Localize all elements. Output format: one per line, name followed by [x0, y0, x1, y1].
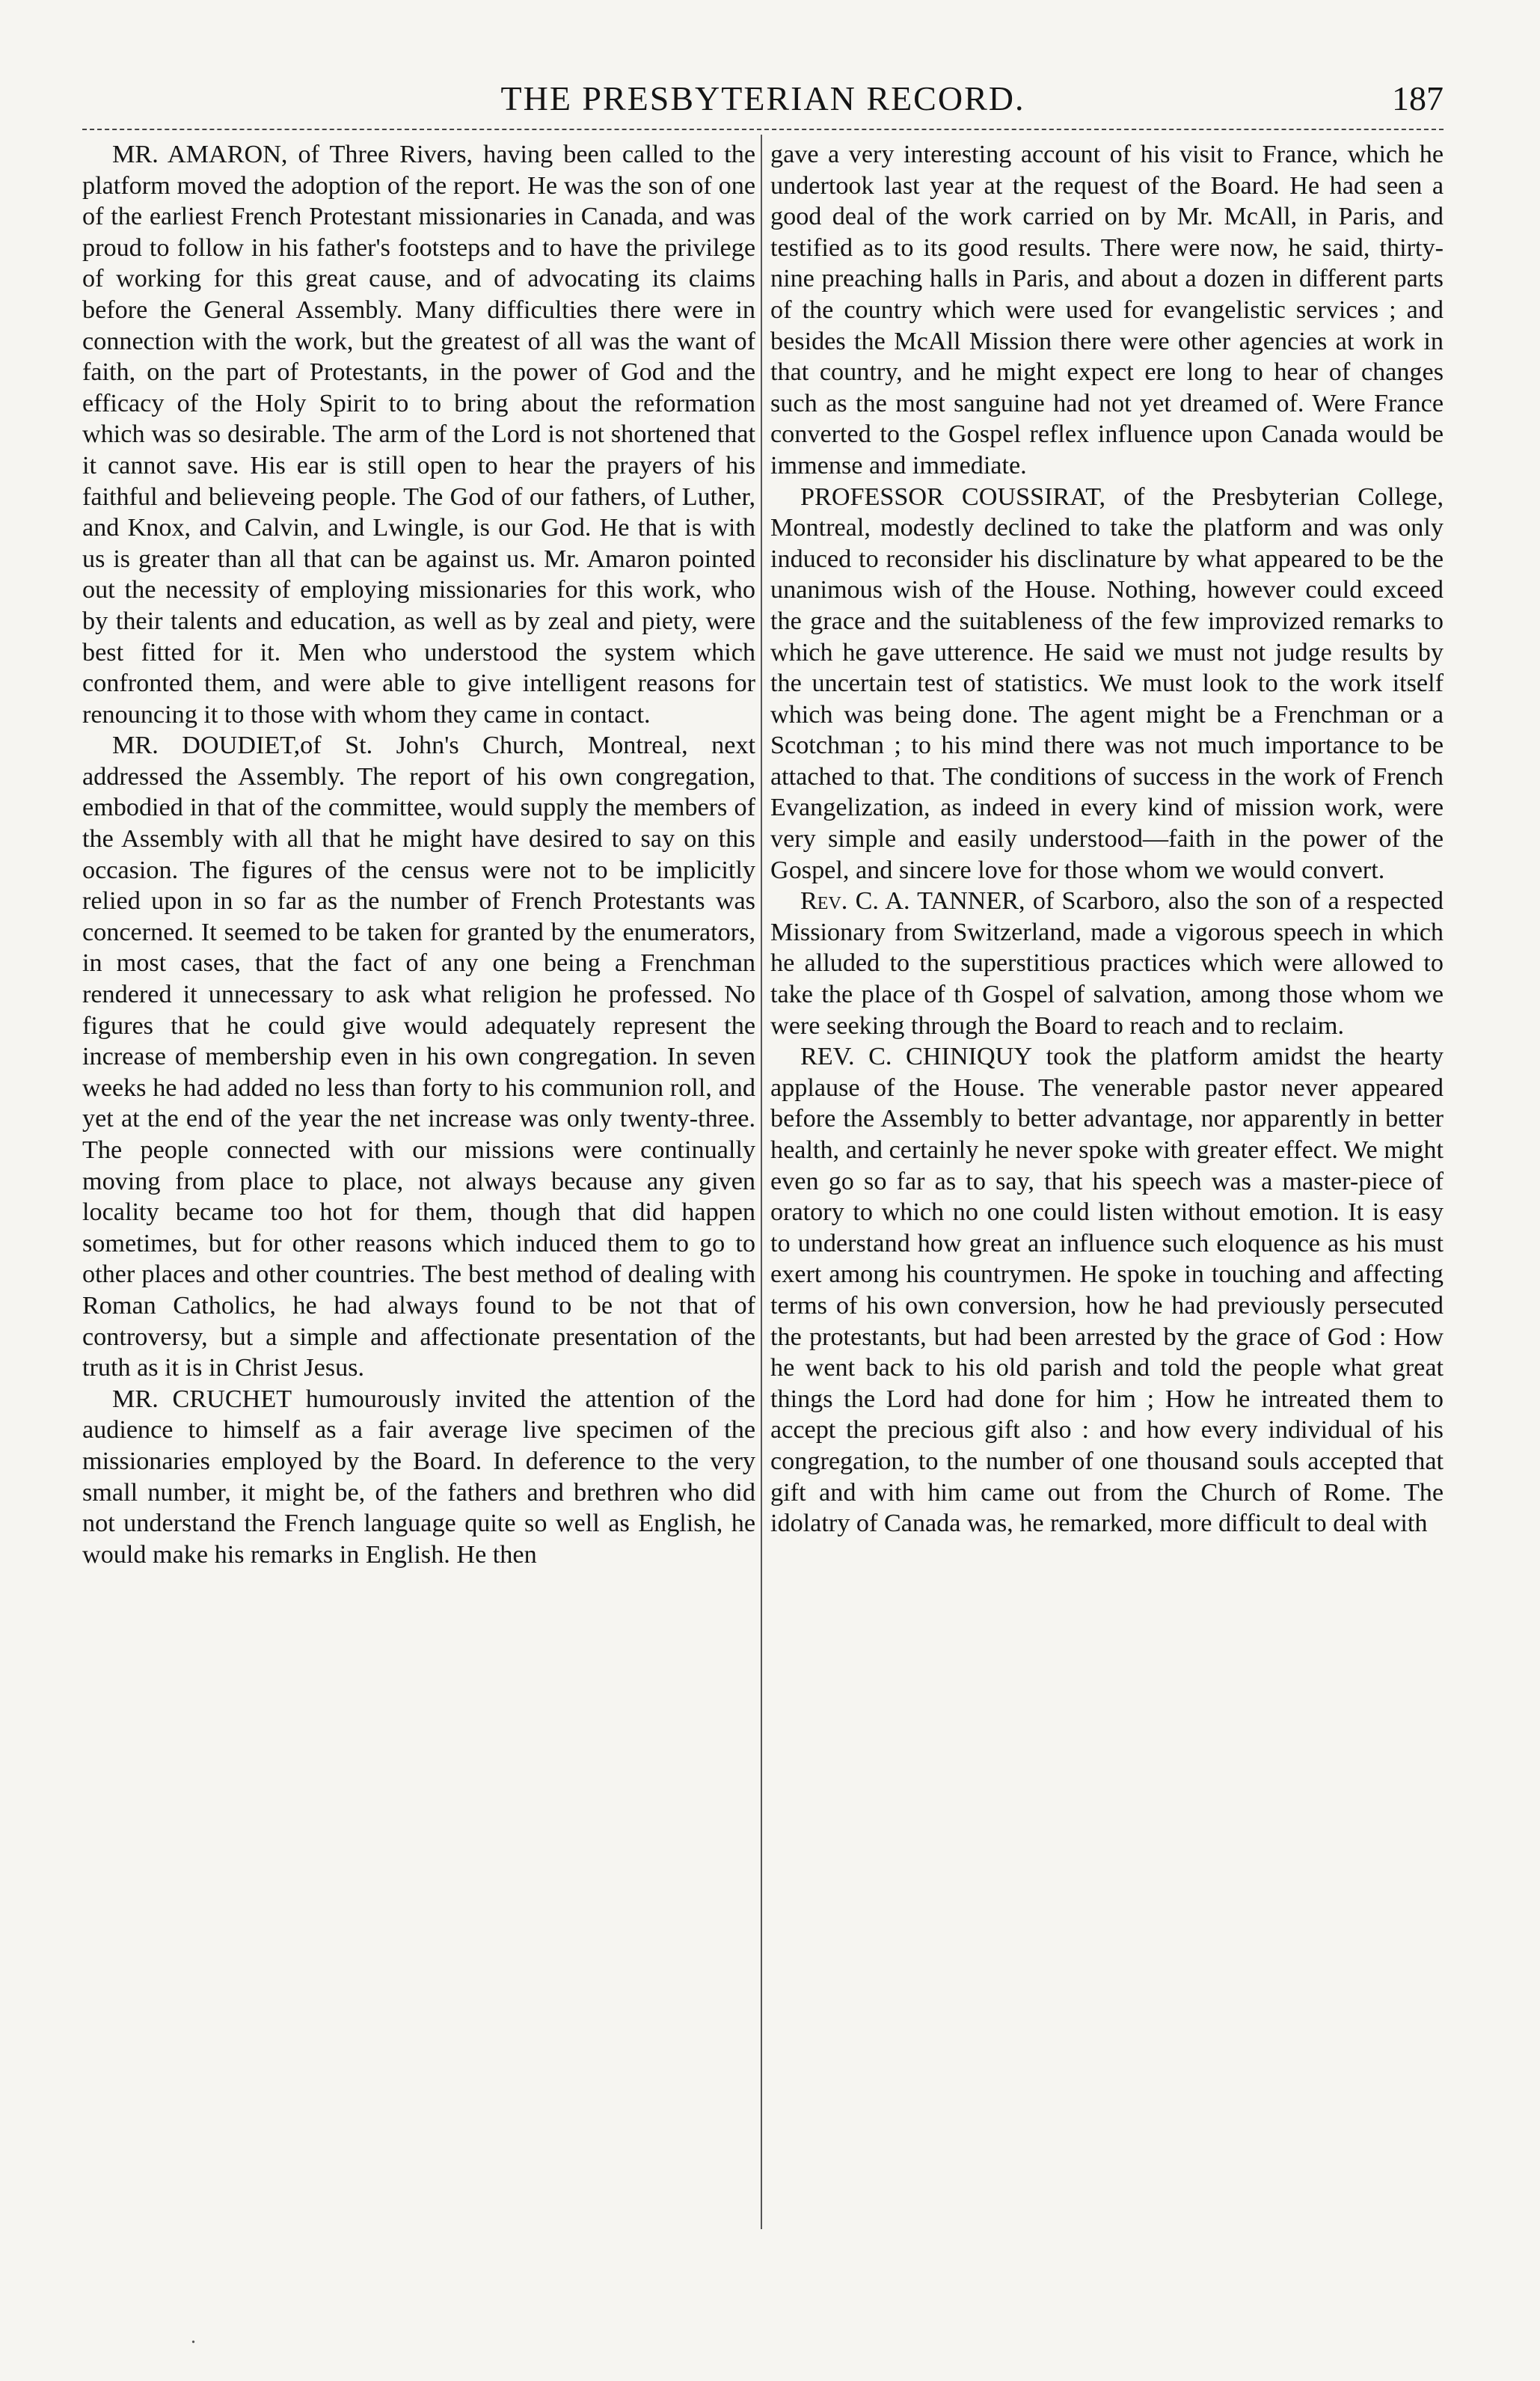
running-title: THE PRESBYTERIAN RECORD.: [500, 79, 1025, 117]
paragraph-cruchet: [82, 1384, 755, 1571]
paragraph-text: gave a very interesting account of his visit to France, which he undertook last year at the request of the Board. He had seen a good deal of the work carried on by Mr. McAll, in Paris, and testified as to its good results. There were now, he said, thirty-nine preaching halls in Paris, and about a dozen in different parts of the country which were used for evangelistic services ; and besides the McAll Mission there were other agencies at work in that country, and he might expect ere long to hear of changes such as the most sanguine had not yet dreamed of. Were France converted to the Gospel reflex influence upon Canada would be immense and immediate.: [770, 141, 1444, 479]
column-divider: [761, 135, 762, 2229]
paragraph-text: of Scarboro, also the son of a respected Missionary from Switzerland, made a vigorous speech in which he alluded to the superstitious practices which were allowed to take the place of th Gospel of salvation, among those whom we were seeking through the Board to reach and to reclaim.: [770, 887, 1444, 1040]
paragraph-text: took the platform amidst the hearty applause of the House. The venerable pastor never appeared before the Assembly to better advantage, nor apparently in better health, and certainly he never spoke with greater effect. We might even go so far as to say, that his speech was a master-piece of oratory to which no one could listen without emotion. It is easy to understand how great an influence such eloquence as his must exert among his countrymen. He spoke in touching and affecting terms of his own conversion, how he had previously persecuted the protestants, but had been arrested by the grace of God : How he went back to his old parish and told the people what great things the Lord had done for him ; How he intreated them to accept the precious gift also : and how every individual of his congregation, to the number of one thousand souls accepted that gift and with him came out from the Church of Rome. The idolatry of Canada was, he remarked, more difficult to deal with: [770, 1043, 1444, 1538]
paragraph-text: of St. John's Church, Montreal, next addressed the Assembly. The report of his own congregation, embodied in that of the committee, would supply the members of the Assembly with all that he might have desired to say on this occasion. The figures of the census were not to be implicitly relied upon in so far as the number of French Protestants was concerned. It seemed to be taken for granted by the enumerators, in most cases, that the fact of any one being a Frenchman rendered it unnecessary to ask what religion he professed. No figures that he could give would adequately represent the increase of membership even in his own congregation. In seven weeks he had added no less than forty to his communion roll, and yet at the end of the year the net increase was only twenty-three. The people connected with our missions were continually moving from place to place, not always because any given locality became too hot for them, though that did happen sometimes, but for other reasons which induced them to go to other places and other countries. The best method of dealing with Roman Catholics, he had always found to be not that of controversy, but a simple and affectionate presentation of the truth as it is in Christ Jesus.: [82, 732, 755, 1382]
speaker-name: MR. CRUCHET: [112, 1385, 292, 1413]
speaker-name: REV. C. CHINIQUY: [800, 1043, 1033, 1071]
speaker-name: PROFESSOR COUSSIRAT,: [800, 482, 1106, 511]
page-number: 187: [1392, 79, 1444, 117]
running-header: [82, 78, 1444, 123]
paragraph-doudiet: [82, 730, 755, 1383]
left-column: [82, 139, 755, 1570]
paragraph-amaron: [82, 139, 755, 730]
speaker-name: MR. DOUDIET,: [112, 732, 301, 760]
paragraph-continuation: [770, 139, 1444, 482]
paragraph-text: of the Presbyterian College, Montreal, modestly declined to take the platform and was only induced to reconsider his disclinature by what appeared to be the unanimous wish of the House. Nothing, however could exceed the grace and the suitableness of the few improvized remarks to which he gave utterence. He said we must not judge results by the uncertain test of statistics. We must look to the work itself which was being done. The agent might be a Frenchman or a Scotchman ; to his mind there was not much importance to be attached to that. The conditions of success in the work of French Evangelization, as indeed in every kind of mission work, were very simple and easily understood—faith in the power of the Gospel, and sincere love for those whom we would convert.: [770, 482, 1444, 884]
stray-mark: .: [191, 2325, 196, 2348]
paragraph-text: humourously invited the attention of the audience to himself as a fair average live specimen of the missionaries employed by the Board. In deference to the very small number, it might be, of the fathers and brethren who did not understand the French language quite so well as English, he would make his remarks in English. He then: [82, 1385, 755, 1569]
paragraph-tanner: [770, 886, 1444, 1041]
speaker-name: Rev. C. A. TANNER,: [800, 887, 1025, 916]
paragraph-text: of Three Rivers, having been called to the platform moved the adoption of the report. He was the son of one of the earliest French Protestant missionaries in Canada, and was proud to follow in his father's footsteps and to have the privilege of working for this great cause, and of advocating its claims before the General Assembly. Many difficulties there were in connection with the work, but the greatest of all was the want of faith, on the part of Protestants, in the power of God and the efficacy of the Holy Spirit to to bring about the reformation which was so desirable. The arm of the Lord is not shortened that it cannot save. His ear is still open to hear the prayers of his faithful and believeing people. The God of our fathers, of Luther, and Knox, and Calvin, and Lwingle, is our God. He that is with us is greater than all that can be against us. Mr. Amaron pointed out the necessity of employing missionaries for this work, who by their talents and education, as well as by zeal and piety, were best fitted for it. Men who understood the system which confronted them, and were able to give intelligent reasons for renouncing it to those with whom they came in contact.: [82, 141, 755, 729]
paragraph-coussirat: [770, 482, 1444, 886]
right-column: [770, 139, 1444, 1539]
header-rule: [82, 129, 1444, 130]
paragraph-chiniquy: [770, 1041, 1444, 1539]
speaker-name: MR. AMARON,: [112, 141, 288, 168]
